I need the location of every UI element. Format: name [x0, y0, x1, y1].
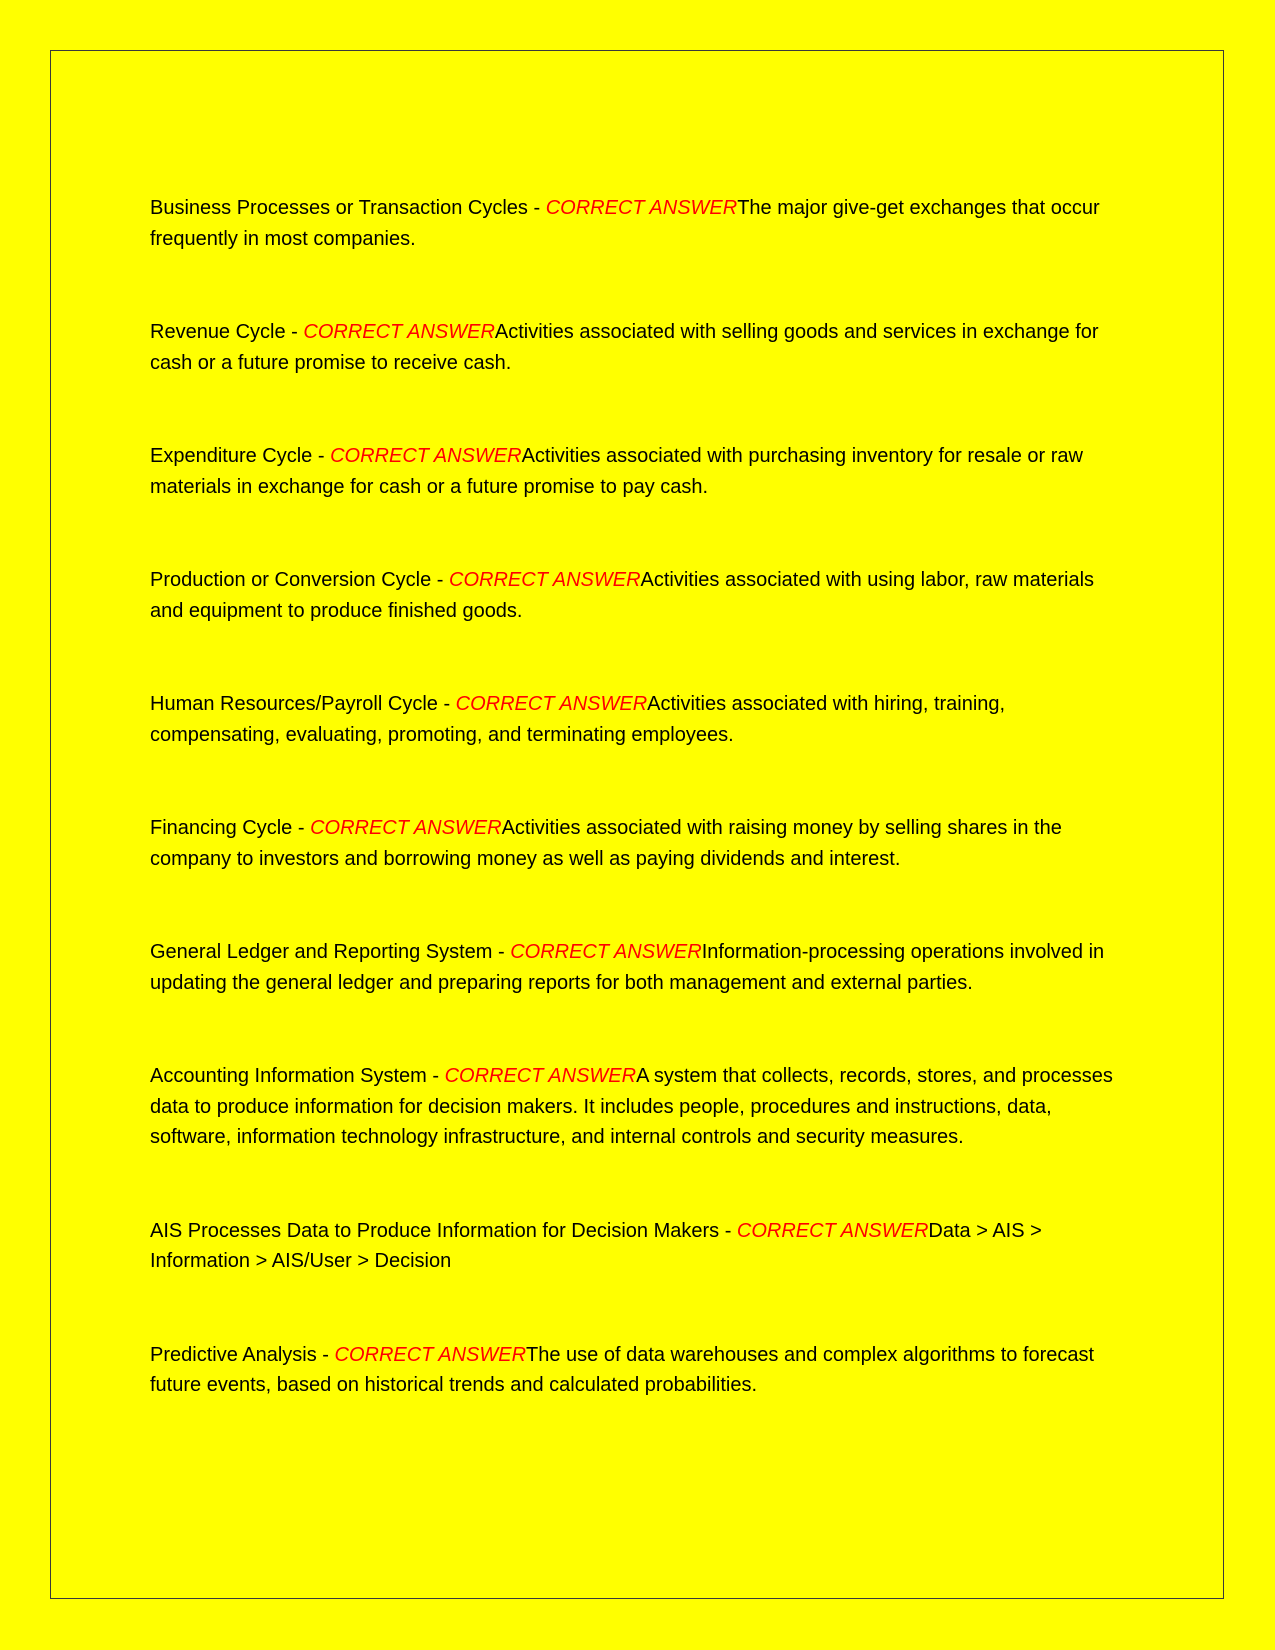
separator: - [292, 817, 311, 839]
separator: - [719, 1219, 737, 1242]
entry-definition: Activities associated with selling goods and services in exchange for cash or a future promise to receive cash. [150, 321, 1099, 374]
entry-definition: The major give-get exchanges that occur frequently in most companies. [150, 197, 1100, 250]
answer-label: CORRECT ANSWER [310, 817, 502, 839]
separator: - [431, 569, 450, 591]
entry-definition: Activities associated with raising money by selling shares in the company to investors and borrowing money as well as paying dividends and interest. [150, 817, 1062, 870]
entry-term: Accounting Information System [150, 1065, 427, 1087]
entry [150, 1216, 1130, 1277]
entry [150, 317, 1130, 378]
entry [150, 689, 1130, 750]
entry-definition: Activities associated with using labor, raw materials and equipment to produce finished goods. [150, 569, 1095, 622]
entry [150, 813, 1130, 874]
answer-label: CORRECT ANSWER [444, 1065, 637, 1087]
entry-term: Expenditure Cycle [150, 445, 313, 467]
separator: - [426, 1065, 445, 1087]
separator: - [437, 693, 456, 715]
entry [150, 1061, 1130, 1153]
entry-definition: Information-processing operations involved in updating the general ledger and preparing reports for both management and external parties. [150, 941, 1105, 994]
separator: - [527, 197, 546, 219]
separator: - [316, 1343, 335, 1366]
entry-definition: A system that collects, records, stores, and processes data to produce information for decision makers. It includes people, procedures and instructions, data, software, information technology infrastructure, and internal controls and security measures. [150, 1065, 1113, 1148]
answer-label: CORRECT ANSWER [510, 941, 702, 963]
entry-term: Revenue Cycle [150, 321, 286, 343]
entry [150, 937, 1130, 998]
answer-label: CORRECT ANSWER [334, 1343, 527, 1366]
answer-label: CORRECT ANSWER [303, 321, 495, 343]
entry [150, 1340, 1130, 1401]
entry [150, 565, 1130, 626]
answer-label: CORRECT ANSWER [736, 1219, 929, 1242]
answer-label: CORRECT ANSWER [455, 693, 648, 715]
entry-term: Predictive Analysis [150, 1343, 317, 1366]
entry-term: Production or Conversion Cycle [150, 569, 432, 591]
answer-label: CORRECT ANSWER [449, 569, 641, 591]
separator: - [492, 941, 511, 963]
entry-term: Financing Cycle [150, 817, 293, 839]
answer-label: CORRECT ANSWER [330, 445, 522, 467]
entry [150, 441, 1130, 502]
entry-term: General Ledger and Reporting System [150, 941, 493, 963]
flashcard-list [150, 193, 1130, 1464]
separator: - [285, 321, 304, 343]
entry-definition: Activities associated with purchasing inventory for resale or raw materials in exchange for cash or a future promise to pay cash. [150, 445, 1083, 498]
entry-term: AIS Processes Data to Produce Information for Decision Makers [150, 1219, 720, 1242]
entry-definition: Activities associated with hiring, training, compensating, evaluating, promoting, and terminating employees. [150, 693, 1006, 746]
entry-term: Business Processes or Transaction Cycles [150, 197, 528, 219]
entry-definition: The use of data warehouses and complex algorithms to forecast future events, based on historical trends and calculated probabilities. [150, 1343, 1095, 1396]
entry [150, 193, 1130, 254]
separator: - [312, 445, 331, 467]
entry-definition: Data > AIS > Information > AIS/User > Decision [150, 1219, 1042, 1272]
answer-label: CORRECT ANSWER [545, 197, 738, 219]
entry-term: Human Resources/Payroll Cycle [150, 693, 438, 715]
